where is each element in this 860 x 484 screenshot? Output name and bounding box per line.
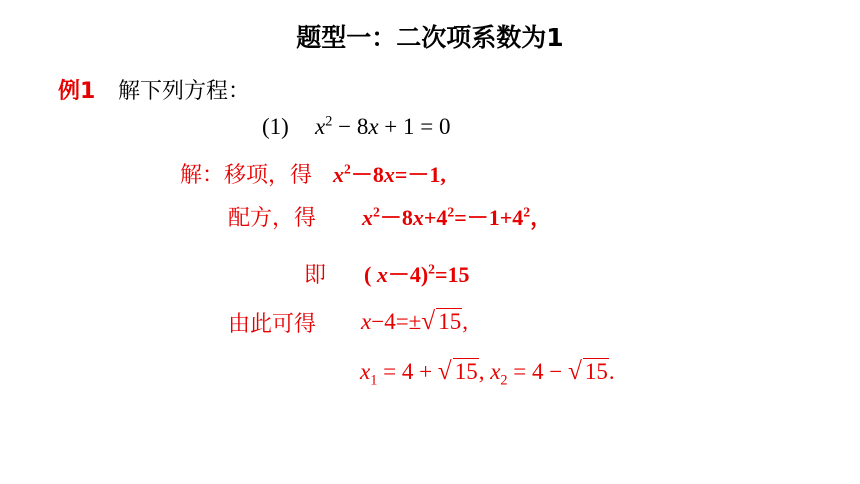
example-instruction: 解下列方程： — [118, 79, 251, 104]
solution-step1-math: $x^2-8x=-1$, — [333, 161, 446, 187]
solution-step3-label: 即 — [304, 263, 327, 288]
solution-step3-math: ( x－4)$^2$=15 — [364, 261, 470, 287]
problem-number: (1) — [262, 114, 289, 139]
page-title: 题型一：二次项系数为1 — [296, 23, 564, 52]
example-label: 例1 — [58, 79, 96, 104]
solution-step4-label: 由此可得 — [228, 312, 317, 337]
solution-step2-math: $x^2-8x+4^2=-1+4^2$， — [362, 204, 553, 230]
solution-roots: $x_1 = 4$ + √ 15, $x_2 = 4$ − √ 15. — [360, 357, 615, 389]
solution-step2-label: 配方，得 — [228, 206, 317, 231]
solution-step4-math: x−4=±√ 15, — [361, 307, 468, 335]
solution-step1-label: 解：移项，得 — [180, 163, 313, 188]
problem-equation: $x^2 - 8x + 1 = 0$ — [315, 113, 451, 139]
